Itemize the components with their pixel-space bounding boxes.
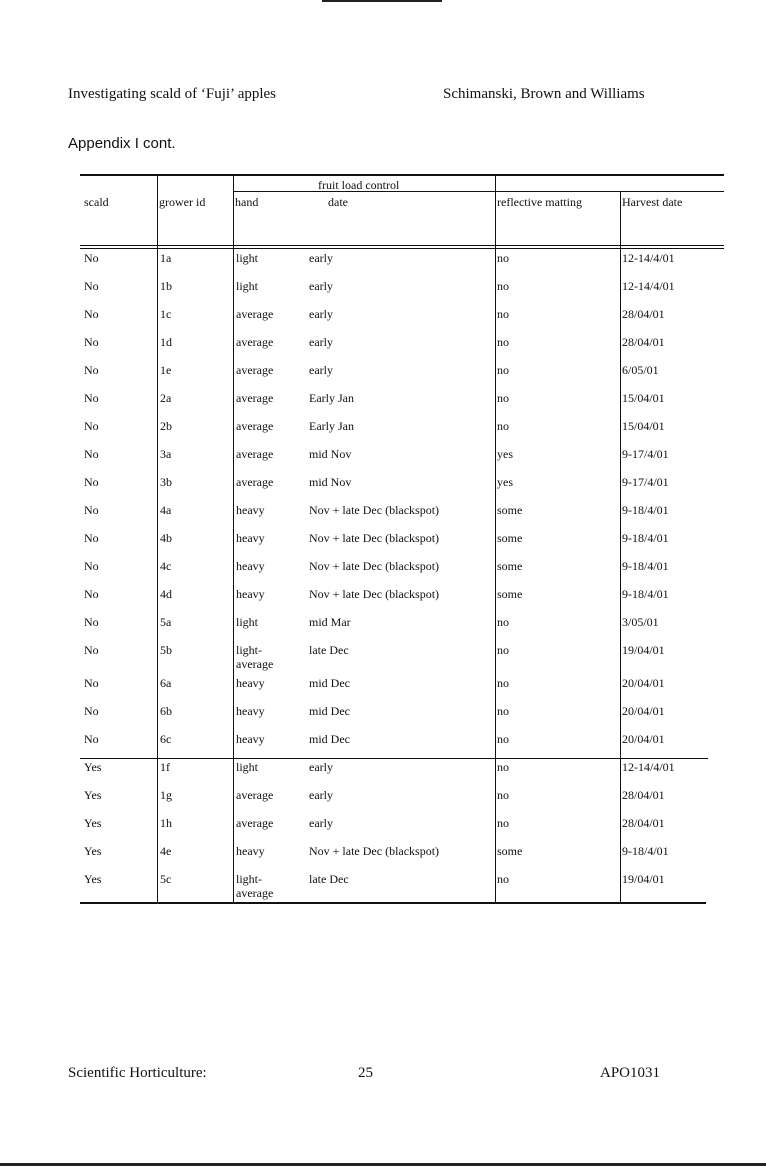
cell-reflective-matting: no: [497, 732, 509, 746]
cell-reflective-matting: no: [497, 872, 509, 886]
cell-hand: heavy: [236, 587, 265, 601]
cell-harvest-date: 9-18/4/01: [622, 531, 669, 545]
cell-date: Early Jan: [309, 419, 354, 433]
group-header-rule: [233, 191, 724, 192]
cell-reflective-matting: no: [497, 816, 509, 830]
cell-grower-id: 1g: [160, 788, 172, 802]
cell-reflective-matting: no: [497, 279, 509, 293]
header-bottom-rule-2: [80, 248, 724, 249]
cell-date: early: [309, 335, 333, 349]
cell-grower-id: 4d: [160, 587, 172, 601]
cell-date: early: [309, 251, 333, 265]
column-rule-3: [495, 175, 496, 902]
cell-scald: No: [84, 279, 99, 293]
cell-scald: No: [84, 643, 99, 657]
cell-grower-id: 1f: [160, 760, 170, 774]
cell-reflective-matting: no: [497, 363, 509, 377]
cell-grower-id: 4c: [160, 559, 172, 573]
cell-harvest-date: 19/04/01: [622, 872, 665, 886]
cell-hand: light- average: [236, 643, 274, 671]
cell-harvest-date: 12-14/4/01: [622, 760, 675, 774]
cell-reflective-matting: no: [497, 251, 509, 265]
cell-grower-id: 1e: [160, 363, 172, 377]
group-header-fruit-load-control: fruit load control: [318, 178, 400, 192]
cell-reflective-matting: some: [497, 531, 523, 545]
column-rule-2: [233, 175, 234, 902]
cell-harvest-date: 9-18/4/01: [622, 844, 669, 858]
cell-scald: No: [84, 307, 99, 321]
column-header-reflective-matting: reflective matting: [497, 195, 582, 209]
cell-grower-id: 4a: [160, 503, 172, 517]
cell-date: Nov + late Dec (blackspot): [309, 844, 440, 858]
cell-hand: heavy: [236, 732, 265, 746]
cell-scald: Yes: [84, 872, 102, 886]
column-header-scald: scald: [84, 195, 109, 209]
cell-harvest-date: 12-14/4/01: [622, 251, 675, 265]
table-bottom-rule: [80, 902, 706, 904]
cell-date: Nov + late Dec (blackspot): [309, 587, 440, 601]
cell-scald: No: [84, 503, 99, 517]
cell-scald: No: [84, 676, 99, 690]
cell-date: Nov + late Dec (blackspot): [309, 531, 440, 545]
cell-harvest-date: 28/04/01: [622, 788, 665, 802]
cell-hand: average: [236, 307, 274, 321]
cell-hand: heavy: [236, 704, 265, 718]
cell-hand: light: [236, 251, 259, 265]
cell-grower-id: 3b: [160, 475, 172, 489]
cell-scald: Yes: [84, 760, 102, 774]
cell-reflective-matting: yes: [497, 447, 513, 461]
cell-harvest-date: 15/04/01: [622, 419, 665, 433]
cell-harvest-date: 28/04/01: [622, 816, 665, 830]
cell-reflective-matting: no: [497, 788, 509, 802]
running-header-authors: Schimanski, Brown and Williams: [443, 86, 645, 102]
cell-hand: average: [236, 419, 274, 433]
cell-scald: No: [84, 732, 99, 746]
cell-date: early: [309, 788, 333, 802]
cell-date: Nov + late Dec (blackspot): [309, 559, 440, 573]
cell-scald: No: [84, 363, 99, 377]
cell-reflective-matting: some: [497, 587, 523, 601]
cell-harvest-date: 9-18/4/01: [622, 587, 669, 601]
cell-grower-id: 1a: [160, 251, 172, 265]
appendix-heading: Appendix I cont.: [68, 135, 176, 152]
cell-scald: No: [84, 559, 99, 573]
cell-harvest-date: 28/04/01: [622, 335, 665, 349]
column-rule-4: [620, 191, 621, 902]
cell-harvest-date: 6/05/01: [622, 363, 659, 377]
cell-date: mid Mar: [309, 615, 351, 629]
cell-scald: No: [84, 419, 99, 433]
table-top-rule: [80, 174, 724, 176]
cell-reflective-matting: some: [497, 844, 523, 858]
footer-code: APO1031: [600, 1065, 661, 1081]
cell-grower-id: 5c: [160, 872, 172, 886]
cell-harvest-date: 19/04/01: [622, 643, 665, 657]
cell-scald: Yes: [84, 816, 102, 830]
column-header-date: date: [328, 195, 348, 209]
cell-reflective-matting: some: [497, 503, 523, 517]
cell-scald: No: [84, 475, 99, 489]
cell-reflective-matting: no: [497, 643, 509, 657]
cell-harvest-date: 9-17/4/01: [622, 475, 669, 489]
cell-date: early: [309, 816, 333, 830]
cell-grower-id: 5a: [160, 615, 172, 629]
cell-reflective-matting: some: [497, 559, 523, 573]
cell-scald: No: [84, 587, 99, 601]
cell-hand: average: [236, 335, 274, 349]
cell-date: early: [309, 760, 333, 774]
cell-date: early: [309, 307, 333, 321]
cell-harvest-date: 20/04/01: [622, 732, 665, 746]
cell-date: mid Nov: [309, 447, 352, 461]
cell-date: early: [309, 279, 333, 293]
cell-harvest-date: 9-17/4/01: [622, 447, 669, 461]
cell-grower-id: 4e: [160, 844, 172, 858]
cell-date: mid Dec: [309, 732, 350, 746]
column-rule-1: [157, 175, 158, 902]
cell-hand: light: [236, 615, 259, 629]
cell-scald: Yes: [84, 788, 102, 802]
scan-artifact-bottom: [0, 1163, 766, 1166]
cell-reflective-matting: no: [497, 307, 509, 321]
cell-scald: No: [84, 251, 99, 265]
cell-reflective-matting: no: [497, 704, 509, 718]
cell-hand: light: [236, 760, 259, 774]
cell-grower-id: 6b: [160, 704, 172, 718]
cell-grower-id: 2b: [160, 419, 172, 433]
cell-hand: heavy: [236, 531, 265, 545]
cell-reflective-matting: no: [497, 335, 509, 349]
cell-reflective-matting: no: [497, 676, 509, 690]
running-header-title: Investigating scald of ‘Fuji’ apples: [68, 86, 277, 102]
cell-grower-id: 5b: [160, 643, 172, 657]
cell-reflective-matting: no: [497, 760, 509, 774]
cell-date: mid Nov: [309, 475, 352, 489]
group-divider-rule: [80, 758, 708, 759]
cell-hand: average: [236, 788, 274, 802]
cell-date: mid Dec: [309, 676, 350, 690]
cell-hand: light: [236, 279, 259, 293]
column-header-grower-id: grower id: [159, 195, 206, 209]
cell-grower-id: 1c: [160, 307, 172, 321]
cell-hand: heavy: [236, 559, 265, 573]
cell-harvest-date: 28/04/01: [622, 307, 665, 321]
cell-grower-id: 4b: [160, 531, 172, 545]
cell-grower-id: 6c: [160, 732, 172, 746]
cell-hand: light- average: [236, 872, 274, 900]
cell-grower-id: 2a: [160, 391, 172, 405]
cell-hand: heavy: [236, 676, 265, 690]
cell-harvest-date: 9-18/4/01: [622, 559, 669, 573]
cell-reflective-matting: no: [497, 391, 509, 405]
cell-harvest-date: 20/04/01: [622, 704, 665, 718]
cell-reflective-matting: no: [497, 419, 509, 433]
cell-scald: Yes: [84, 844, 102, 858]
cell-hand: average: [236, 363, 274, 377]
cell-grower-id: 1h: [160, 816, 172, 830]
cell-date: late Dec: [309, 872, 349, 886]
cell-harvest-date: 12-14/4/01: [622, 279, 675, 293]
cell-reflective-matting: yes: [497, 475, 513, 489]
cell-date: Early Jan: [309, 391, 354, 405]
cell-hand: heavy: [236, 503, 265, 517]
cell-hand: average: [236, 816, 274, 830]
cell-grower-id: 6a: [160, 676, 172, 690]
cell-scald: No: [84, 615, 99, 629]
cell-grower-id: 3a: [160, 447, 172, 461]
column-header-hand: hand: [235, 195, 259, 209]
cell-scald: No: [84, 447, 99, 461]
column-header-harvest-date: Harvest date: [622, 195, 683, 209]
cell-scald: No: [84, 531, 99, 545]
cell-hand: heavy: [236, 844, 265, 858]
cell-date: Nov + late Dec (blackspot): [309, 503, 440, 517]
cell-grower-id: 1d: [160, 335, 172, 349]
cell-date: late Dec: [309, 643, 349, 657]
cell-hand: average: [236, 447, 274, 461]
cell-scald: No: [84, 391, 99, 405]
cell-date: mid Dec: [309, 704, 350, 718]
cell-scald: No: [84, 704, 99, 718]
cell-reflective-matting: no: [497, 615, 509, 629]
cell-harvest-date: 9-18/4/01: [622, 503, 669, 517]
cell-harvest-date: 20/04/01: [622, 676, 665, 690]
page-number: 25: [358, 1065, 373, 1081]
cell-hand: average: [236, 391, 274, 405]
cell-grower-id: 1b: [160, 279, 172, 293]
cell-date: early: [309, 363, 333, 377]
cell-hand: average: [236, 475, 274, 489]
cell-scald: No: [84, 335, 99, 349]
footer-journal: Scientific Horticulture:: [68, 1065, 207, 1081]
header-bottom-rule: [80, 245, 724, 246]
cell-harvest-date: 15/04/01: [622, 391, 665, 405]
cell-harvest-date: 3/05/01: [622, 615, 659, 629]
